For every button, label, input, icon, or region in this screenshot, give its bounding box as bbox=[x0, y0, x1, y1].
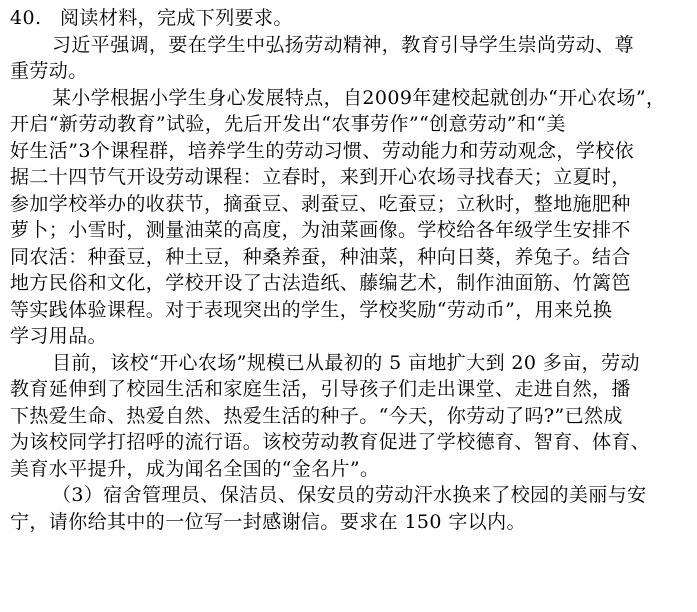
question-header bbox=[10, 5, 690, 32]
paragraph-3-line-1: 目前，该校“开心农场”规模已从最初的 5 亩地扩大到 20 多亩，劳动 bbox=[52, 351, 640, 374]
document-body bbox=[10, 5, 690, 535]
sub-question-line-1: （3）宿舍管理员、保洁员、保安员的劳动汗水换来了校园的美丽与安 bbox=[52, 484, 647, 506]
paragraph-3-line-2: 教育延伸到了校园生活和家庭生活，引导孩子们走出课堂、走进自然，播 bbox=[10, 378, 631, 400]
question-number: 40. bbox=[10, 7, 42, 29]
paragraph-1-line-2: 重劳动。 bbox=[10, 60, 88, 82]
paragraph-2-line-9: 等实践体验课程。对于表现突出的学生，学校奖励“劳动币”，用来兑换 bbox=[10, 298, 613, 321]
sub-question-line-2: 宁，请你给其中的一位写一封感谢信。要求在 150 字以内。 bbox=[10, 510, 526, 533]
paragraph-3-line-5: 美育水平提升，成为闻名全国的“金名片”。 bbox=[10, 457, 380, 480]
paragraph-2-line-7: 同农活：种蚕豆，种土豆，种桑养蚕，种油菜，种向日葵，养兔子。结合 bbox=[10, 245, 631, 268]
paragraph-2-line-3: 好生活”3个课程群，培养学生的劳动习惯、劳动能力和劳动观念，学校依 bbox=[10, 139, 635, 162]
paragraph-2-line-1: 某小学根据小学生身心发展特点，自2009年建校起就创办“开心农场”， bbox=[52, 86, 666, 109]
question-instruction: 阅读材料，完成下列要求。 bbox=[60, 7, 293, 29]
paragraph-2-line-8: 地方民俗和文化，学校开设了古法造纸、藤编艺术，制作油面筋、竹篱笆 bbox=[10, 272, 631, 294]
paragraph-2-line-6: 萝卜；小雪时，测量油菜的高度，为油菜画像。学校给各年级学生安排不 bbox=[10, 219, 631, 241]
paragraph-1-line-1: 习近平强调，要在学生中弘扬劳动精神，教育引导学生崇尚劳动、尊 bbox=[52, 33, 635, 56]
paragraph-3-line-3: 下热爱生命、热爱自然、热爱生活的种子。“今天，你劳动了吗?”已然成 bbox=[10, 404, 623, 427]
paragraph-3-line-4: 为该校同学打招呼的流行语。该校劳动教育促进了学校德育、智育、体育、 bbox=[10, 431, 651, 453]
paragraph-2-line-4: 据二十四节气开设劳动课程：立春时，来到开心农场寻找春天；立夏时， bbox=[10, 166, 631, 188]
paragraph-2-line-2: 开启“新劳动教育”试验，先后开发出“农事劳作”“创意劳动”和“美 bbox=[10, 113, 566, 135]
paragraph-2-line-10: 学习用品。 bbox=[10, 325, 108, 347]
paragraph-2-line-5: 参加学校举办的收获节，摘蚕豆、剥蚕豆、吃蚕豆；立秋时，整地施肥种 bbox=[10, 192, 631, 215]
